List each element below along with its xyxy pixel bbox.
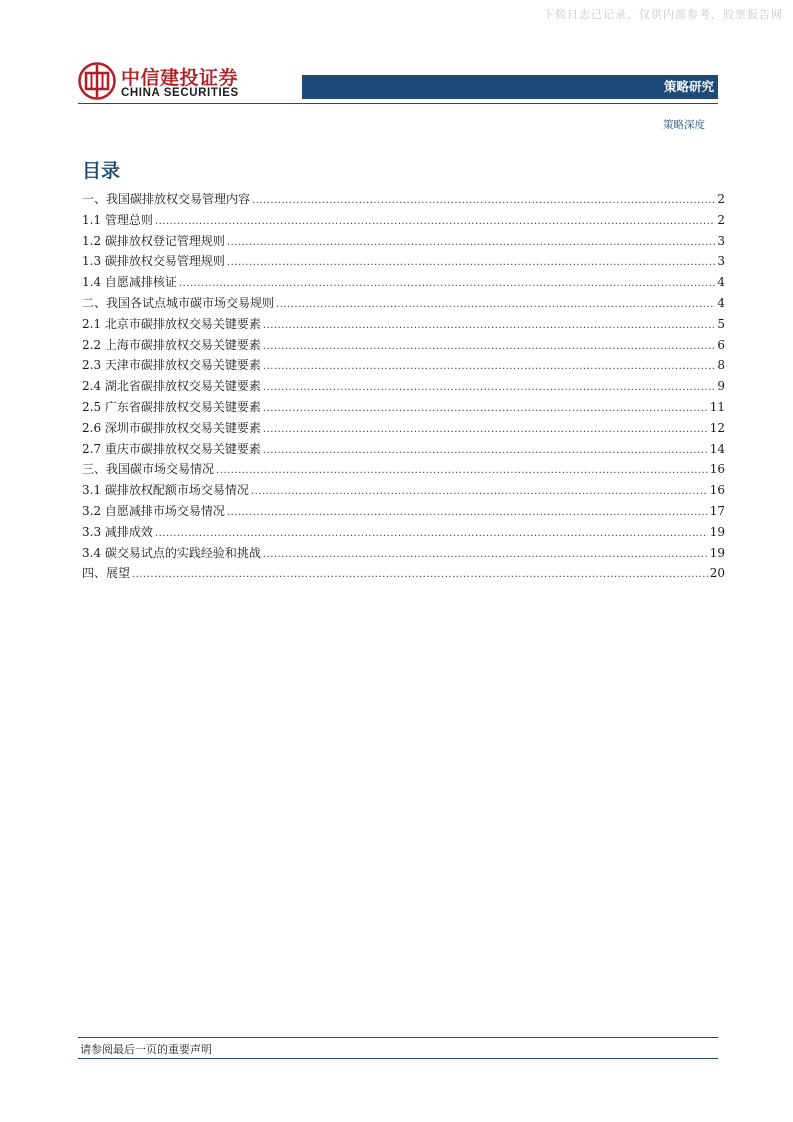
toc-entry[interactable] (82, 481, 725, 502)
toc-entry[interactable] (82, 398, 725, 419)
toc-dot-leader (216, 465, 708, 476)
toc-entry-label: 3.3 减排成效 (82, 524, 153, 539)
header-divider (78, 103, 718, 104)
toc-entry[interactable] (82, 211, 725, 232)
toc-dot-leader (263, 341, 715, 352)
toc-dot-leader (263, 403, 708, 414)
toc-entry-page: 20 (709, 566, 725, 581)
toc-dot-leader (263, 549, 708, 560)
toc-dot-leader (227, 507, 708, 518)
toc-entry-page: 3 (717, 254, 725, 269)
toc-entry-page: 19 (709, 524, 725, 539)
toc-entry-page: 4 (717, 275, 725, 290)
toc-entry[interactable] (82, 356, 725, 377)
toc-dot-leader (276, 299, 715, 310)
toc-entry-page: 2 (717, 212, 725, 227)
footer-divider-bottom (78, 1058, 718, 1059)
toc-entry-page: 5 (717, 316, 725, 331)
toc-dot-leader (132, 569, 708, 580)
toc-entry-label: 二、我国各试点城市碳市场交易规则 (82, 295, 275, 310)
toc-dot-leader (252, 195, 715, 206)
toc-entry-label: 三、我国碳市场交易情况 (82, 462, 215, 477)
company-logo (78, 62, 258, 102)
toc-entry-label: 1.2 碳排放权登记管理规则 (82, 233, 225, 248)
toc-entry[interactable] (82, 419, 725, 440)
toc-dot-leader (263, 382, 715, 393)
toc-entry-page: 9 (717, 379, 725, 394)
footer-divider-top (78, 1037, 718, 1038)
toc-entry-page: 19 (709, 545, 725, 560)
toc-entry[interactable] (82, 315, 725, 336)
toc-entry[interactable] (82, 440, 725, 461)
toc-entry-page: 12 (709, 420, 725, 435)
toc-dot-leader (263, 361, 715, 372)
toc-entry-page: 8 (717, 358, 725, 373)
toc-entry[interactable] (82, 252, 725, 273)
toc-entry-label: 1.3 碳排放权交易管理规则 (82, 254, 225, 269)
toc-entry-label: 2.5 广东省碳排放权交易关键要素 (82, 399, 261, 414)
toc-dot-leader (155, 528, 708, 539)
toc-entry-label: 3.2 自愿减排市场交易情况 (82, 503, 225, 518)
toc-entry-label: 2.7 重庆市碳排放权交易关键要素 (82, 441, 261, 456)
toc-entry-label: 2.6 深圳市碳排放权交易关键要素 (82, 420, 261, 435)
toc-entry[interactable] (82, 294, 725, 315)
toc-dot-leader (263, 320, 715, 331)
toc-entry[interactable] (82, 232, 725, 253)
toc-dot-leader (155, 216, 715, 227)
toc-dot-leader (251, 486, 708, 497)
toc-entry-label: 2.2 上海市碳排放权交易关键要素 (82, 337, 261, 352)
toc-entry-label: 2.4 湖北省碳排放权交易关键要素 (82, 379, 261, 394)
toc-entry-label: 一、我国碳排放权交易管理内容 (82, 192, 251, 206)
toc-entry[interactable] (82, 460, 725, 481)
toc-entry[interactable] (82, 190, 725, 211)
toc-entry[interactable] (82, 336, 725, 357)
toc-entry-label: 3.1 碳排放权配额市场交易情况 (82, 483, 249, 498)
toc-entry-page: 3 (717, 233, 725, 248)
toc-dot-leader (263, 424, 708, 435)
toc-entry[interactable] (82, 523, 725, 544)
toc-entry-page: 16 (709, 462, 725, 477)
toc-dot-leader (227, 257, 715, 268)
toc-entry-page: 6 (717, 337, 725, 352)
toc-entry-label: 2.3 天津市碳排放权交易关键要素 (82, 358, 261, 373)
china-securities-logo-icon (78, 62, 116, 100)
company-name-cn: 中信建投证券 (121, 67, 239, 89)
toc-entry-page: 17 (709, 503, 725, 518)
toc-entry-label: 1.4 自愿减排核证 (82, 275, 177, 290)
toc-entry-label: 四、展望 (82, 566, 131, 581)
toc-entry-page: 4 (717, 295, 725, 310)
watermark-text: 下载日志已记录，仅供内部参考，股票报告网 (543, 8, 783, 21)
toc-entry-page: 14 (709, 441, 725, 456)
toc-entry[interactable] (82, 377, 725, 398)
toc-entry[interactable] (82, 544, 725, 565)
toc-dot-leader (227, 237, 715, 248)
table-of-contents (82, 190, 725, 585)
footer-disclaimer: 请参阅最后一页的重要声明 (80, 1043, 212, 1056)
toc-entry-page: 16 (709, 483, 725, 498)
toc-entry[interactable] (82, 502, 725, 523)
toc-entry-page: 2 (717, 192, 725, 206)
subsection-title: 策略深度 (663, 119, 705, 131)
toc-dot-leader (263, 445, 708, 456)
toc-entry-label: 2.1 北京市碳排放权交易关键要素 (82, 316, 261, 331)
section-title: 策略研究 (663, 79, 714, 94)
section-header-bar (302, 75, 718, 99)
toc-entry[interactable] (82, 273, 725, 294)
toc-entry-label: 1.1 管理总则 (82, 212, 153, 227)
company-name-en: CHINA SECURITIES (121, 87, 239, 99)
toc-dot-leader (179, 278, 715, 289)
toc-title: 目录 (82, 160, 121, 182)
toc-entry[interactable] (82, 564, 725, 585)
toc-entry-label: 3.4 碳交易试点的实践经验和挑战 (82, 545, 261, 560)
toc-entry-page: 11 (709, 399, 725, 414)
